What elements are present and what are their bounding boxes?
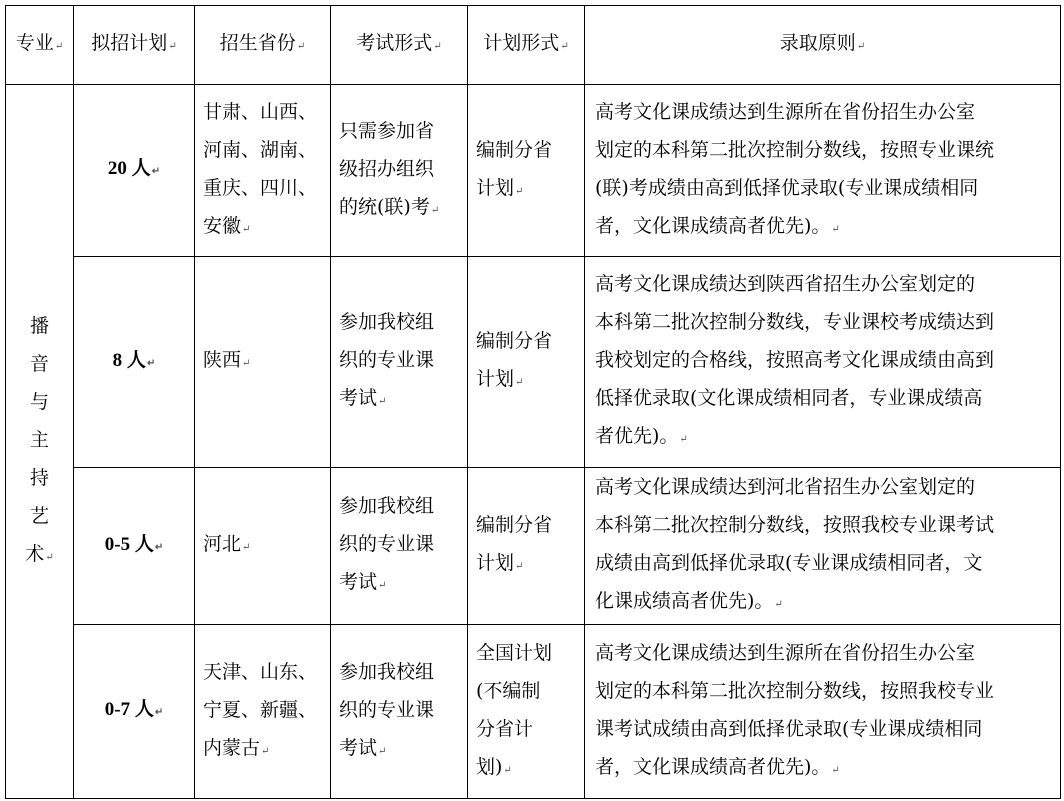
exam-cell: 参加我校组 织的专业课 考试 ↵ (331, 625, 468, 799)
count-cell: 8 人 ↵ (74, 257, 195, 468)
rule-cell: 高考文化课成绩达到生源所在省份招生办公室 划定的本科第二批次控制分数线，按照我校专业 课考试成绩由高到低择优录取(专业课成绩相同 者，文化课成绩高者优先)。 ↵ (585, 625, 1061, 799)
plan-cell: 编制分省 计划 ↵ (468, 257, 585, 468)
exam-cell: 只需参加省 级招办组织 的统(联)考 ↵ (331, 85, 468, 257)
plan-cell: 全国计划 (不编制 分省计 划) ↵ (468, 625, 585, 799)
rule-cell: 高考文化课成绩达到陕西省招生办公室划定的 本科第二批次控制分数线，专业课校考成绩达到 我校划定的合格线，按照高考文化课成绩由高到 低择优录取(文化课成绩相同者，专业课成绩高 者优先)。 ↵ (585, 257, 1061, 468)
count-cell: 0-7 人 ↵ (74, 625, 195, 799)
admission-table (5, 5, 1061, 799)
header-plan: 计划形式 ↵ (468, 6, 585, 85)
plan-cell: 编制分省 计划 ↵ (468, 468, 585, 625)
plan-cell: 编制分省 计划 ↵ (468, 85, 585, 257)
rule-cell: 高考文化课成绩达到生源所在省份招生办公室 划定的本科第二批次控制分数线，按照专业课统 (联)考成绩由高到低择优录取(专业课成绩相同 者，文化课成绩高者优先)。 ↵ (585, 85, 1061, 257)
rule-cell: 高考文化课成绩达到河北省招生办公室划定的 本科第二批次控制分数线，按照我校专业课考试 成绩由高到低择优录取(专业课成绩相同者，文 化课成绩高者优先)。 ↵ (585, 468, 1061, 625)
header-major: 专业 ↵ (6, 6, 74, 85)
provinces-cell: 天津、山东、 宁夏、新疆、 内蒙古 ↵ (195, 625, 331, 799)
count-cell: 20 人 ↵ (74, 85, 195, 257)
provinces-cell: 甘肃、山西、 河南、湖南、 重庆、四川、 安徽 ↵ (195, 85, 331, 257)
exam-cell: 参加我校组 织的专业课 考试 ↵ (331, 468, 468, 625)
header-exam: 考试形式 ↵ (331, 6, 468, 85)
count-cell: 0-5 人 ↵ (74, 468, 195, 625)
table-row (6, 625, 1061, 799)
header-count: 拟招计划 ↵ (74, 6, 195, 85)
provinces-cell: 陕西 ↵ (195, 257, 331, 468)
table-row (6, 257, 1061, 468)
provinces-cell: 河北 ↵ (195, 468, 331, 625)
header-rule: 录取原则 ↵ (585, 6, 1061, 85)
major-cell: 播 音 与 主 持 艺 术 ↵ (6, 85, 74, 799)
exam-cell: 参加我校组 织的专业课 考试 ↵ (331, 257, 468, 468)
header-provinces: 招生省份 ↵ (195, 6, 331, 85)
header-row (6, 6, 1061, 85)
table-row (6, 468, 1061, 625)
table-row (6, 85, 1061, 257)
